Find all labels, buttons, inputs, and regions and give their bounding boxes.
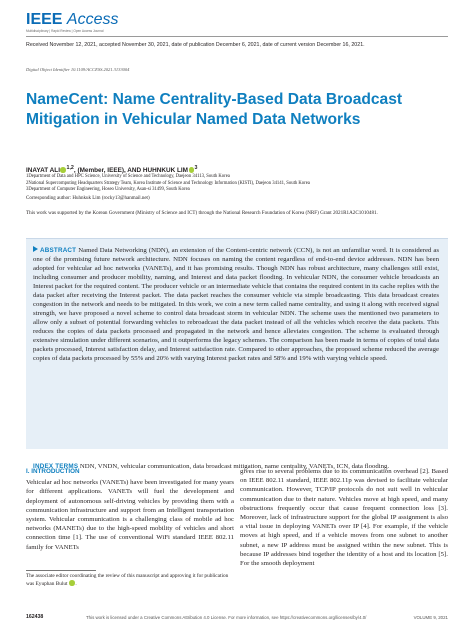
affiliation: 3Department of Computer Engineering, Hoseo University, Asan-si 31499, South Korea — [26, 187, 190, 192]
footnote: The associate editor coordinating the review of this manuscript and approving it for publication was Eyuphan Bulut . — [26, 573, 229, 587]
body-column-right — [240, 467, 448, 568]
funding-statement: This work was supported by the Korean Government (Ministry of Science and ICT) through the National Research Foundation of Korea (NRF) Grant 2021R1A2C1010481. — [26, 210, 378, 216]
section-heading: I. INTRODUCTION — [26, 468, 80, 475]
doi: Digital Object Identifier 10.1109/ACCESS.2021.3133004 — [26, 67, 130, 72]
author-name: , (Member, IEEE), AND HUHNKUK LIM — [73, 167, 188, 175]
received-dates: Received November 12, 2021, accepted November 30, 2021, date of publication December 6, 2021, date of current version December 16, 2021. — [26, 42, 365, 48]
index-terms-text: NDN, VNDN, vehicular communication, data broadcast mitigation, name centrality, VANETs, ICN, data flooding. — [79, 463, 390, 470]
affiliation: 2National Supercomputing Headquarters Strategy Team, Korea Institute of Science and Technology Information (KISTI), Daejeon 34141, South Korea — [26, 180, 310, 186]
volume-label: VOLUME 9, 2021 — [413, 614, 448, 620]
abstract-text: Named Data Networking (NDN), an extension of the Content-centric network (CCN), is not an unfamiliar word. It is considered as one of the promising future network architecture. NDN focuses on naming the content regardless of end-to-end device addresses. NDN has been adopted for vehicular ad hoc networks (VANETs), and it has promising results. Though NDN has robust architecture, many challenges still exist, including consumer and producer mobility, naming, and Interest and data packet flooding. In vehicular NDN, the consumer vehicle broadcasts an Interest packet for the required content. The producer vehicle or an intermediate vehicle that contains the required content in its cache replies with the data packet after receiving the Interest packet. The data packet reaches the consumer vehicle via simple broadcasting. This data broadcast creates congestion in the network and needs to be mitigated. In this work, we coin a new term called name centrality, and using it along with received signal strength, we have proposed a novel scheme to control data broadcast storm in vehicular NDN. The scheme uses the mentioned two parameters to allow only a subset of potential forwarding vehicles to rebroadcast the data packet instead of all the vehicles which receive the data packets. This reduces the copies of data packets processed and propagated in the network and hence alleviates congestion. The scheme is evaluated through extensive simulation under different scenarios, and it outperforms the legacy schemes. The comparison has been made in terms of copies of total data packets processed, Interest satisfaction delay, and Interest satisfaction rate. Compared to other approaches, the proposed scheme reduced the average copies of data packets processed by 55% and 20% with varying Interest packet rates and 58% and 19% with varying vehicle speed. — [33, 247, 440, 362]
orcid-icon[interactable] — [69, 580, 75, 586]
author-name: INAYAT ALI — [26, 167, 60, 175]
abstract — [33, 246, 439, 363]
license-note: This work is licensed under a Creative Commons Attribution 4.0 License. For more information, see https://creativecommons.org/licenses/by/4.0/ — [86, 614, 367, 620]
header-divider — [26, 36, 448, 37]
triangle-bullet-icon — [33, 246, 38, 252]
body-column-left — [26, 467, 234, 552]
intro-paragraph: Vehicular ad hoc networks (VANETs) have been investigated for many years for different applications. VANETs will fuel the development and deployment of autonomous self-driving vehicles by providing them with a communication infrastructure and support from an Intelligent transportation system. Vehicular communication is a challenging class of mobile ad hoc networks (MANETs) due to the high-speed mobility of vehicles and short connection time [1]. The use of conventional WiFi standard IEEE 802.11 family for VANETs — [26, 479, 234, 551]
corresponding-author: Corresponding author: Huhnkuk Lim (rocky13@hanmail.net) — [26, 196, 150, 201]
intro-paragraph-continued: gives rise to several problems due to its communication overhead [2]. Based on IEEE 802.11 standard, IEEE 802.11p was devised to facilitate vehicular communication. However, TCP/IP protocols do not suit well in vehicular communication due to their nature. Vehicles move at high speed, and many obstructions frequently occur that cause frequent connection loss [3]. Moreover, lack of infrastructure support for the global IP assignment is also a vital issue in deploying VANETs over IP [4]. For example, if the vehicle moves at high speed, and if a vehicle moves from one subnet to another subnet, a new IP address must be assigned within the new subnet. This is because IP addresses bind together the identity of a host and its location [5]. For the smooth deployment — [240, 468, 448, 568]
journal-brand — [26, 12, 119, 33]
journal-tagline: Multidisciplinary | Rapid Review | Open Access Journal — [26, 29, 104, 33]
index-terms-label: INDEX TERMS — [33, 463, 79, 470]
author-affil-sup: 3 — [194, 165, 198, 171]
footnote-divider — [26, 570, 96, 571]
page-number: 162438 — [26, 614, 44, 620]
affiliations — [26, 174, 456, 194]
paper-title: NameCent: Name Centrality-Based Data Broadcast Mitigation in Vehicular Named Data Networks — [26, 91, 403, 128]
abstract-label: ABSTRACT — [40, 247, 77, 254]
orcid-icon[interactable] — [189, 167, 195, 173]
author-line — [26, 165, 197, 174]
author-affil-sup: 1,2 — [66, 165, 74, 171]
affiliation: 1Department of Data and HPC Science, University of Science and Technology, Daejeon 34113, South Korea — [26, 174, 230, 179]
journal-logo: IEEE Access — [26, 11, 119, 28]
